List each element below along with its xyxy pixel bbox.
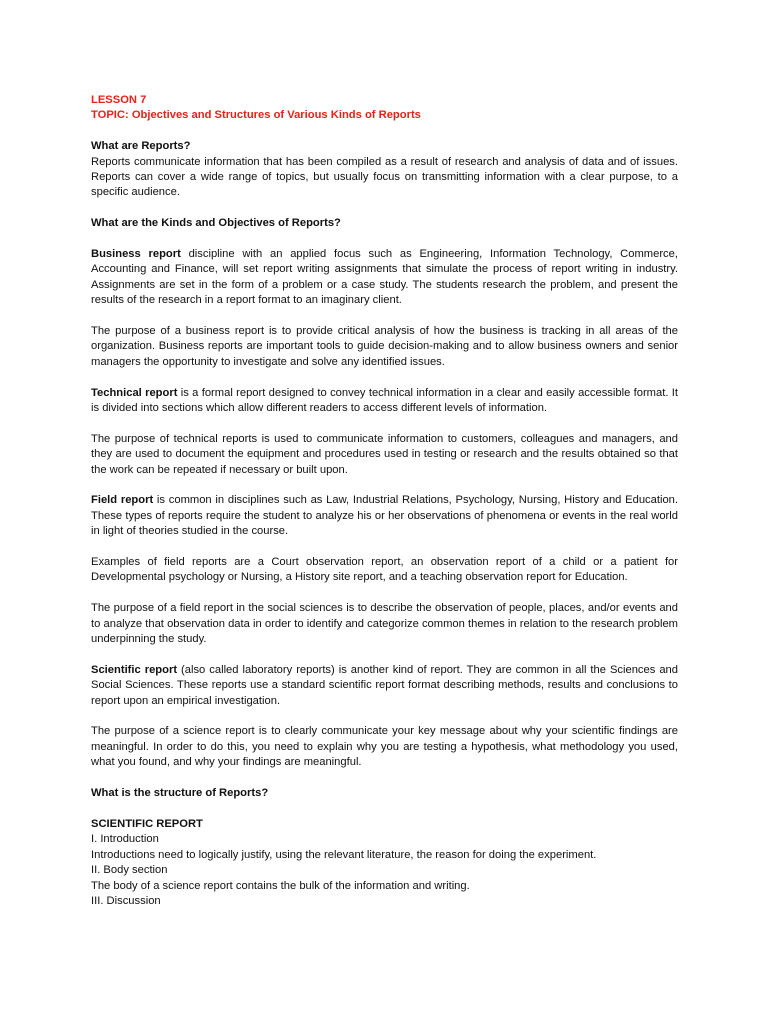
paragraph-scientific-purpose: The purpose of a science report is to clearly communicate your key message about why your scientific findings are meaningful. In order to do this, you need to explain why you are testing a hypothesis, what methodology you used, what you found, and why your findings are meaningful. <box>91 725 678 769</box>
paragraph-technical-purpose: The purpose of technical reports is used to communicate information to customers, colleagues and managers, and they are used to document the equipment and procedures used in testing or research and the results obtained so that the work can be repeated if necessary or built upon. <box>91 432 678 476</box>
lesson-topic: TOPIC: Objectives and Structures of Various Kinds of Reports <box>91 109 421 122</box>
term-technical-report: Technical report <box>91 386 178 399</box>
term-scientific-report: Scientific report <box>91 663 178 676</box>
def-business-report: discipline with an applied focus such as Engineering, Information Technology, Commerce, Accounting and Finance, will set report writing assignments that simulate the process of report writing in industry. Assignments are set in the form of a problem or a case study. The students research the problem, and present the results of the research in a report format to an imaginary client. <box>91 248 678 307</box>
structure-line: II. Body section <box>91 864 168 877</box>
structure-line: I. Introduction <box>91 833 159 846</box>
heading-what-are-reports: What are Reports? <box>91 140 191 153</box>
paragraph-field-examples: Examples of field reports are a Court observation report, an observation report of a child or a patient for Developmental psychology or Nursing, a History site report, and a teaching observation report for Education. <box>91 556 678 584</box>
paragraph-business-purpose: The purpose of a business report is to provide critical analysis of how the business is tracking in all areas of the organization. Business reports are important tools to guide decision-making and to allow business owners and senior managers the opportunity to investigate and solve any identified issues. <box>91 325 678 368</box>
def-scientific-report: (also called laboratory reports) is another kind of report. They are common in all the Sciences and Social Sciences. These reports use a standard scientific report format describing methods, results and conclusions to report upon an empirical investigation. <box>91 663 678 707</box>
paragraph-field-report <box>91 493 678 539</box>
lesson-number: LESSON 7 <box>91 94 147 106</box>
term-business-report: Business report <box>91 248 181 261</box>
structure-line: The body of a science report contains the bulk of the information and writing. <box>91 879 470 892</box>
term-field-report: Field report <box>91 494 154 507</box>
paragraph-scientific-report <box>91 663 678 709</box>
paragraph-field-purpose: The purpose of a field report in the social sciences is to describe the observation of people, places, and/or events and to analyze that observation data in order to identify and categorize common themes in relation to the research problem underpinning the study. <box>91 602 678 646</box>
heading-structure: What is the structure of Reports? <box>91 787 269 800</box>
def-technical-report: is a formal report designed to convey technical information in a clear and easily accessible format. It is divided into sections which allow different readers to access different levels of information. <box>91 386 678 415</box>
structure-line: III. Discussion <box>91 894 161 907</box>
heading-kinds-objectives: What are the Kinds and Objectives of Reports? <box>91 217 341 230</box>
paragraph-business-report <box>91 247 678 309</box>
subheading-scientific-report: SCIENTIFIC REPORT <box>91 817 203 830</box>
paragraph-what-are-reports: Reports communicate information that has been compiled as a result of research and analysis of data and of issues. Reports can cover a wide range of topics, but usually focus on transmitting information with a clear purpose, to a specific audience. <box>91 155 678 199</box>
paragraph-technical-report <box>91 386 678 417</box>
def-field-report: is common in disciplines such as Law, Industrial Relations, Psychology, Nursing, History and Education. These types of reports require the student to analyze his or her observations of phenomena or events in the real world in light of theories studied in the course. <box>91 494 678 538</box>
structure-line: Introductions need to logically justify, using the relevant literature, the reason for doing the experiment. <box>91 848 597 861</box>
